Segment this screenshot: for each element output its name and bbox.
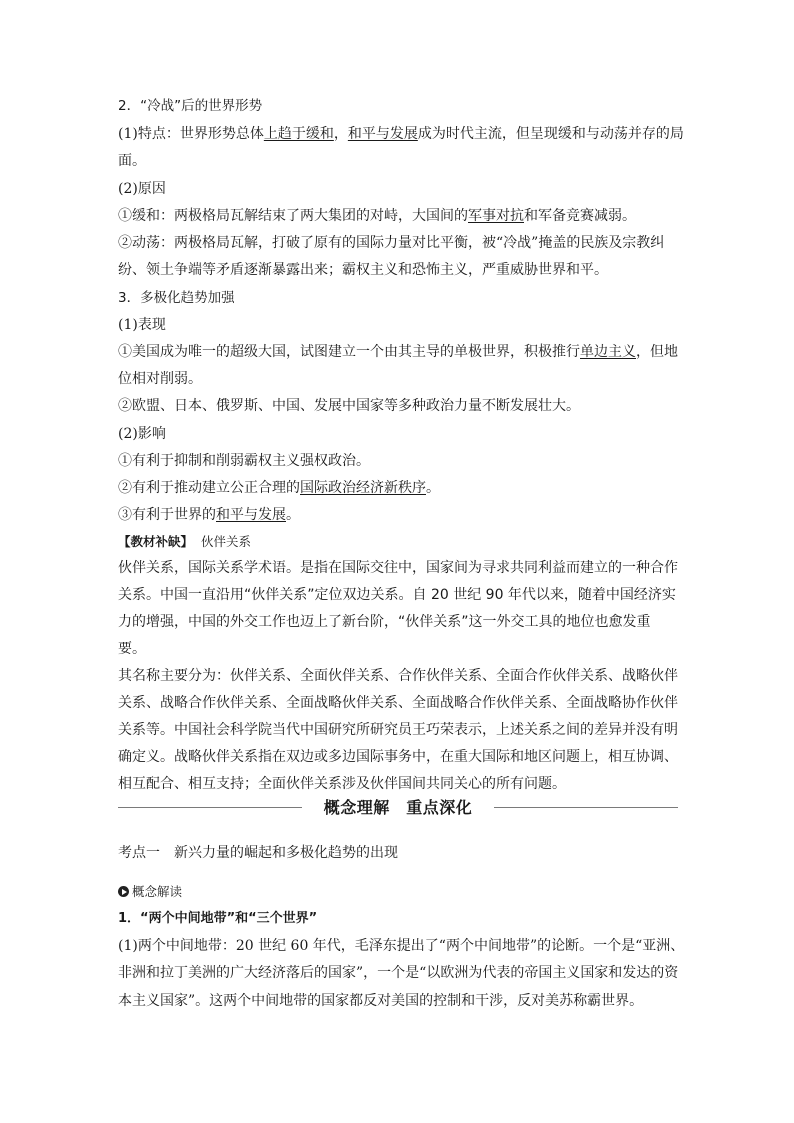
performance-1-text-a: ①美国成为唯一的超级大国，试图建立一个由其主导的单极世界，积极推行	[118, 344, 580, 360]
supplement-line: 力的增强，中国的外交工作也迈上了新台阶，“伙伴关系”这一外交工具的地位也愈发重要。	[118, 614, 651, 657]
banner-title: 概念理解 重点深化	[323, 798, 473, 817]
influence-2-text-b: 。	[426, 480, 440, 496]
supplement-line: 伙伴关系，国际关系学术语。是指在国际交往中，国家间为寻求共同利益而建立的一种合作	[118, 560, 678, 576]
section-2-reason-2-line-1: ②动荡：两极格局瓦解，打破了原有的国际力量对比平衡，被“冷战”掩盖的民族及宗教纠	[118, 235, 665, 251]
supplement-line: 确定义。战略伙伴关系指在双边或多边国际事务中，在重大国际和地区问题上，相互协调、	[118, 749, 678, 765]
supplement-bracket-label: 【教材补缺】	[118, 534, 194, 549]
feature-text-c: 成为时代主流，但呈现缓和与动荡并存的局	[417, 126, 684, 142]
underline-blank-peace-development: 和平与发展	[347, 126, 418, 142]
feature-text-b: ，	[333, 126, 348, 142]
supplement-line: 关系、战略合作伙伴关系、全面战略伙伴关系、全面战略合作伙伴关系、全面战略协作伙伴	[118, 695, 678, 711]
subsection-1-line: 非洲和拉丁美洲的广大经济落后的国家”，一个是“以欧洲为代表的帝国主义国家和发达的资	[118, 965, 679, 981]
influence-2-text-a: ②有利于推动建立公正合理的	[118, 480, 300, 496]
performance-1-text-b: ，但地	[636, 344, 678, 360]
section-3-influence-2	[118, 478, 678, 498]
concept-reading-label	[118, 882, 678, 902]
supplement-body	[118, 555, 678, 798]
subsection-1-line: (1)两个中间地带：20 世纪 60 年代，毛泽东提出了“两个中间地带”的论断。一个是“亚洲、	[118, 938, 685, 954]
section-3-title: 3．多极化趋势加强	[118, 290, 235, 306]
section-2-feature-line	[118, 124, 684, 144]
section-3-performance-1-line-2: 位相对削弱。	[118, 371, 202, 387]
influence-3-text-a: ③有利于世界的	[118, 507, 216, 523]
feature-text-a: 世界形势总体	[179, 126, 264, 142]
section-2-reason-heading: (2)原因	[118, 181, 166, 197]
underline-blank-new-order: 国际政治经济新秩序	[300, 480, 426, 496]
section-2-reason-1	[118, 206, 678, 226]
section-2-feature-line-2: 面。	[118, 153, 146, 169]
section-2-title: 2．“冷战”后的世界形势	[118, 98, 263, 114]
underline-blank-unilateralism: 单边主义	[580, 344, 636, 360]
section-3-influence-3	[118, 505, 678, 525]
section-3-influence-1: ①有利于抑制和削弱霸权主义强权政治。	[118, 453, 370, 469]
section-3-performance-heading: (1)表现	[118, 317, 166, 333]
underline-blank-peace: 和平与发展	[216, 507, 286, 523]
play-circle-icon	[118, 886, 129, 897]
subsection-1-line: 本主义国家”。这两个中间地带的国家都反对美国的控制和干涉，反对美苏称霸世界。	[118, 993, 644, 1009]
influence-3-text-b: 。	[286, 507, 300, 523]
concept-reading-text: 概念解读	[132, 884, 183, 899]
supplement-title: 伙伴关系	[201, 534, 252, 549]
supplement-line: 相互配合、相互支持；全面伙伴关系涉及伙伴国间共同关心的所有问题。	[118, 776, 566, 792]
feature-label: (1)特点：	[118, 126, 180, 142]
underline-blank-huanhe: 上趋于缓和	[263, 126, 334, 142]
supplement-line: 其名称主要分为：伙伴关系、全面伙伴关系、合作伙伴关系、全面合作伙伴关系、战略伙伴	[118, 668, 678, 684]
reason-1-text-a: ①缓和：两极格局瓦解结束了两大集团的对峙，大国间的	[118, 208, 468, 224]
section-3-influence-heading: (2)影响	[118, 426, 166, 442]
subsection-1-title: 1．“两个中间地带”和“三个世界”	[118, 911, 318, 926]
reason-1-text-b: 和军备竞赛减弱。	[524, 208, 636, 224]
section-3-performance-1	[118, 342, 678, 362]
supplement-line: 关系。中国一直沿用“伙伴关系”定位双边关系。自 20 世纪 90 年代以来，随着中国经济实	[118, 587, 676, 603]
banner-rule-right	[494, 807, 678, 808]
section-2-reason-2-line-2: 纷、领土争端等矛盾逐渐暴露出来；霸权主义和恐怖主义，严重威胁世界和平。	[118, 262, 608, 278]
section-banner	[118, 796, 678, 820]
kaodian-title: 考点一 新兴力量的崛起和多极化趋势的出现	[118, 845, 398, 861]
supplement-heading	[118, 532, 678, 552]
supplement-line: 关系等。中国社会科学院当代中国研究所研究员王巧荣表示，上述关系之间的差异并没有明	[118, 722, 678, 738]
section-3-performance-2: ②欧盟、日本、俄罗斯、中国、发展中国家等多种政治力量不断发展壮大。	[118, 398, 580, 414]
underline-blank-military: 军事对抗	[468, 208, 524, 224]
